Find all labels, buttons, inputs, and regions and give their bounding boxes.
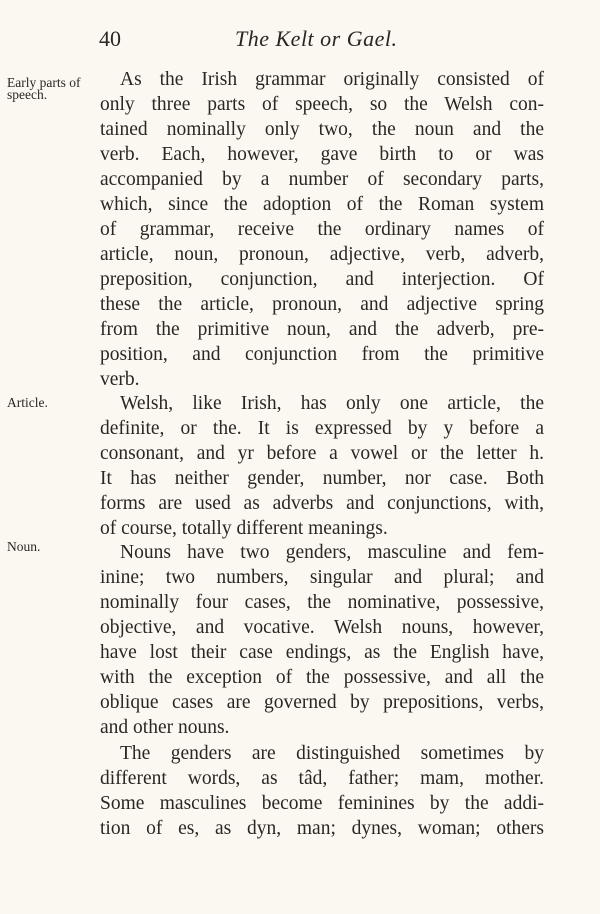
text-line: It has neither gender, number, nor case. Both [100, 468, 544, 489]
text-line: verb. [100, 369, 140, 390]
text-line: inine; two numbers, singular and plural; and [100, 567, 544, 588]
text-line: The genders are distinguished sometimes by [120, 743, 544, 764]
running-title: The Kelt or Gael. [235, 26, 398, 51]
text-line: of course, totally different meanings. [100, 518, 388, 539]
sidenote-noun: Noun. [7, 539, 41, 554]
text-line: these the article, pronoun, and adjective spring [100, 294, 544, 315]
text-line: from the primitive noun, and the adverb, pre- [100, 319, 544, 340]
text-line: definite, or the. It is expressed by y before a [100, 418, 544, 439]
text-line: preposition, conjunction, and interjection. Of [100, 269, 544, 290]
text-line: of grammar, receive the ordinary names of [100, 219, 544, 240]
sidenote-speech: speech. [7, 87, 48, 102]
text-line: Some masculines become feminines by the addi- [100, 793, 544, 814]
text-line: nominally four cases, the nominative, possessive, [100, 592, 544, 613]
text-line: verb. Each, however, gave birth to or was [100, 144, 544, 165]
page-number: 40 [99, 26, 121, 51]
text-line: article, noun, pronoun, adjective, verb, adverb, [100, 244, 544, 265]
text-line: only three parts of speech, so the Welsh con- [100, 94, 544, 115]
text-line: objective, and vocative. Welsh nouns, however, [100, 617, 544, 638]
text-line: oblique cases are governed by prepositions, verbs, [100, 692, 544, 713]
sidenote-article: Article. [7, 395, 48, 410]
text-line: which, since the adoption of the Roman system [100, 194, 544, 215]
text-line: forms are used as adverbs and conjunctions, with, [100, 493, 544, 514]
text-line: with the exception of the possessive, and all the [100, 667, 544, 688]
text-line: different words, as tâd, father; mam, mother. [100, 768, 544, 789]
text-line: accompanied by a number of secondary parts, [100, 169, 544, 190]
text-line: and other nouns. [100, 717, 230, 738]
text-line: have lost their case endings, as the English have, [100, 642, 544, 663]
text-line: tion of es, as dyn, man; dynes, woman; others [100, 818, 544, 839]
text-line: position, and conjunction from the primitive [100, 344, 544, 365]
sidenote-early-parts: Early parts of [7, 75, 81, 90]
text-line: Welsh, like Irish, has only one article, the [120, 393, 544, 414]
text-line: consonant, and yr before a vowel or the letter h. [100, 443, 544, 464]
text-line: tained nominally only two, the noun and the [100, 119, 544, 140]
text-line: As the Irish grammar originally consisted of [120, 69, 544, 90]
text-line: Nouns have two genders, masculine and fem- [120, 542, 544, 563]
